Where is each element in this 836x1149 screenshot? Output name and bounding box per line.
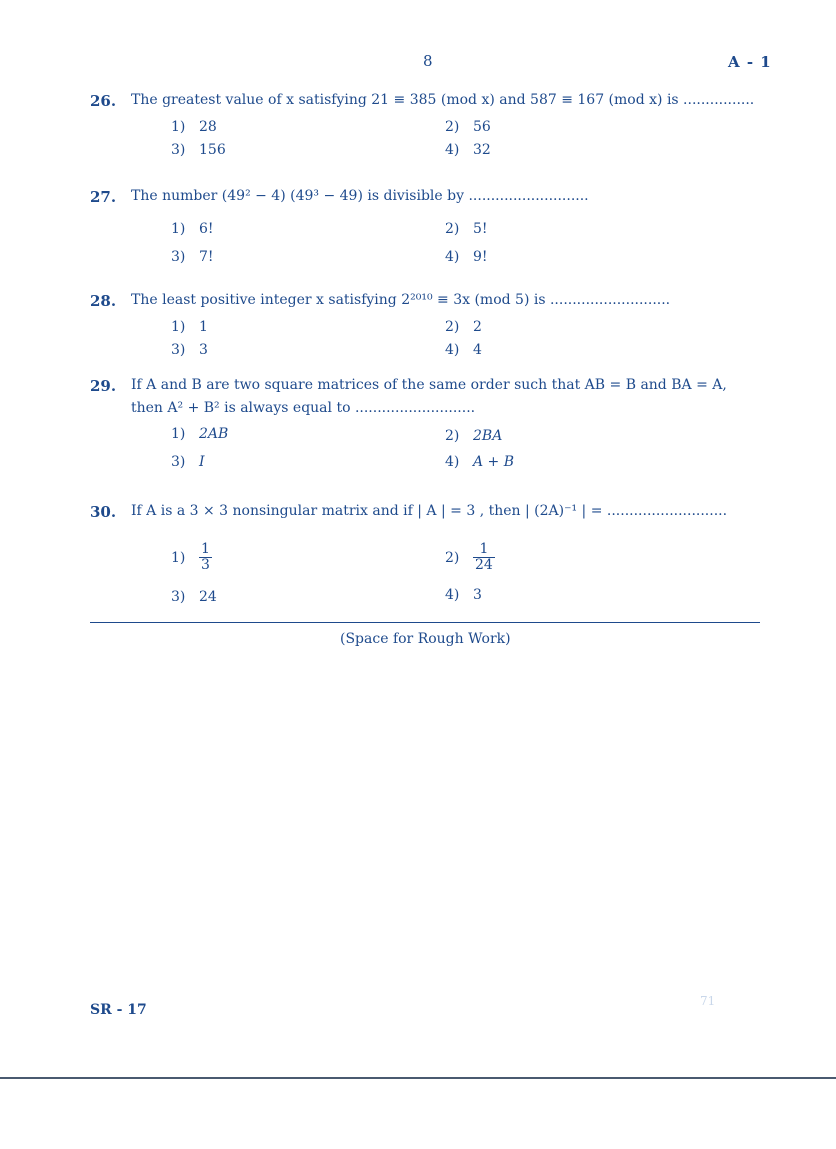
option-number: 3): [171, 142, 186, 158]
option-number: 1): [171, 549, 186, 566]
question-text: The number (49² − 4) (49³ − 49) is divisible by ...........................: [131, 188, 589, 204]
option-value: 5!: [473, 221, 488, 237]
option-number: 4): [445, 249, 460, 265]
option-value: 7!: [199, 249, 214, 265]
question-text-continued: then A² + B² is always equal to ...........................: [131, 400, 476, 416]
question-text: The least positive integer x satisfying 2²⁰¹⁰ ≡ 3x (mod 5) is ...........................: [131, 292, 671, 308]
option-number: 1): [171, 221, 186, 237]
set-code: A - 1: [728, 53, 772, 71]
option-value: 3: [473, 587, 482, 603]
option: [171, 249, 214, 265]
option-value: 56: [473, 119, 491, 135]
question-number: 29.: [90, 377, 117, 395]
option-value: 1: [199, 319, 208, 335]
option: [445, 542, 495, 574]
option-number: 2): [445, 549, 460, 566]
fraction-numerator: 1: [473, 542, 495, 558]
page-number: 8: [423, 52, 433, 70]
option-value: 28: [199, 119, 217, 135]
divider: [90, 622, 760, 623]
question-number: 30.: [90, 503, 117, 521]
option: [445, 249, 488, 265]
option: [171, 142, 226, 158]
question-text: If A and B are two square matrices of the same order such that AB = B and BA = A,: [131, 377, 727, 393]
option: [171, 426, 228, 442]
option-value: A + B: [473, 454, 515, 470]
option: [171, 119, 217, 135]
option-value: I: [199, 454, 205, 470]
option: [445, 142, 491, 158]
option: [445, 454, 514, 470]
option-value: 9!: [473, 249, 488, 265]
question-text: The greatest value of x satisfying 21 ≡ 385 (mod x) and 587 ≡ 167 (mod x) is ................: [131, 92, 755, 108]
option: [445, 342, 482, 358]
option-number: 2): [445, 319, 460, 335]
option-number: 4): [445, 342, 460, 358]
option-value: 4: [473, 342, 482, 358]
option-value: 32: [473, 142, 491, 158]
option-number: 4): [445, 587, 460, 603]
fraction-numerator: 1: [201, 541, 210, 557]
option: [445, 319, 482, 335]
option: [445, 587, 482, 603]
option: [445, 428, 502, 444]
option: [171, 221, 214, 237]
option: [171, 319, 208, 335]
fraction-denominator: 3: [201, 557, 210, 574]
option-number: 3): [171, 249, 186, 265]
fraction: [473, 542, 495, 574]
option-number: 4): [445, 454, 460, 470]
option-number: 4): [445, 142, 460, 158]
option-number: 2): [445, 428, 460, 444]
option-value: 2BA: [473, 428, 503, 444]
question-text: If A is a 3 × 3 nonsingular matrix and if | A | = 3 , then | (2A)⁻¹ | = ...........................: [131, 503, 728, 519]
question-number: 26.: [90, 92, 117, 110]
option-value: 2: [473, 319, 482, 335]
option-value: 2AB: [199, 426, 229, 442]
question-number: 28.: [90, 292, 117, 310]
footer-code: SR - 17: [90, 1002, 147, 1018]
option-number: 2): [445, 119, 460, 135]
option: [171, 542, 212, 574]
fraction-denominator: 24: [475, 557, 493, 574]
question-number: 27.: [90, 188, 117, 206]
option-number: 2): [445, 221, 460, 237]
option-number: 3): [171, 342, 186, 358]
option: [171, 342, 208, 358]
rough-work-label: (Space for Rough Work): [340, 631, 511, 647]
faint-mark: 71: [700, 994, 716, 1008]
scan-edge-line: [0, 1077, 836, 1079]
fraction: [199, 542, 212, 574]
option-number: 3): [171, 589, 186, 605]
option: [445, 119, 491, 135]
option: [171, 589, 217, 605]
option: [171, 454, 205, 470]
option-number: 3): [171, 454, 186, 470]
option-value: 3: [199, 342, 208, 358]
option-number: 1): [171, 426, 186, 442]
option-number: 1): [171, 319, 186, 335]
option-value: 6!: [199, 221, 214, 237]
option-number: 1): [171, 119, 186, 135]
option-value: 24: [199, 589, 217, 605]
option: [445, 221, 488, 237]
option-value: 156: [199, 142, 226, 158]
